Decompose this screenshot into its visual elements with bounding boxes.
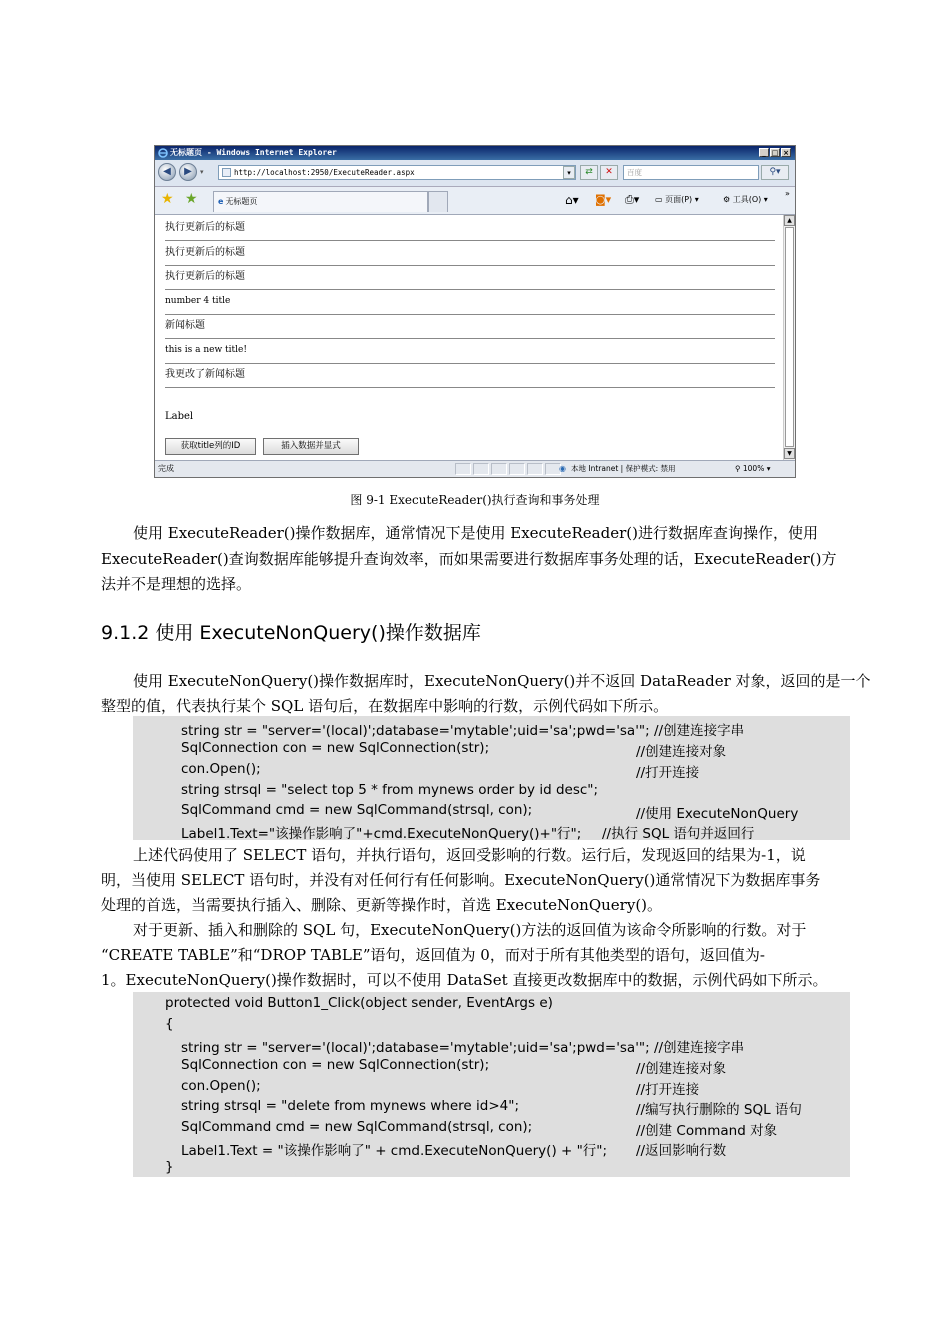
code-line: con.Open(); [181,761,261,777]
scroll-thumb[interactable] [785,227,794,447]
tools-menu[interactable]: ⚙ 工具(O) ▾ [723,195,768,204]
paragraph-line: “CREATE TABLE”和“DROP TABLE”语句，返回值为 0，而对于所有其他类型的语句，返回值为- [101,946,765,964]
page-icon [222,168,231,177]
code-comment: //打开连接 [636,765,700,781]
tab-label: 无标题页 [225,197,258,206]
code-comment: //返回影响行数 [636,1143,727,1159]
address-text: http://localhost:2950/ExecuteReader.aspx [234,168,415,177]
code-line: SqlCommand cmd = new SqlCommand(strsql, con); [181,1119,533,1135]
intranet-zone-icon: ◉ [559,464,566,473]
status-text: 完成 [158,464,174,473]
tools-menu-label: 工具(O) [732,195,762,204]
stop-button[interactable]: ✕ [600,165,618,180]
code-line: Label1.Text="该操作影响了"+cmd.ExecuteNonQuery()+"行"; [181,826,582,842]
status-cell [509,463,525,475]
get-title-id-button[interactable]: 获取title列的ID [165,438,256,455]
list-item: 执行更新后的标题 [165,240,775,266]
code-line: } [165,1159,174,1175]
status-cell [491,463,507,475]
code-comment: //编写执行删除的 SQL 语句 [636,1102,802,1118]
zoom-level[interactable]: ⚲ 100% ▾ [735,464,771,473]
tab-current[interactable] [213,191,428,212]
code-line: SqlConnection con = new SqlConnection(str); [181,740,490,756]
label1: Label [165,411,194,422]
address-bar[interactable] [218,165,576,180]
paragraph-line: 处理的首选，当需要执行插入、删除、更新等操作时，首选 ExecuteNonQuery()。 [101,896,663,914]
section-heading: 9.1.2 使用 ExecuteNonQuery()操作数据库 [101,622,481,644]
scroll-down-icon[interactable]: ▼ [784,448,795,459]
paragraph-line: 法并不是理想的选择。 [101,575,252,593]
paragraph-line: 明，当使用 SELECT 语句时，并没有对任何行有任何影响。ExecuteNonQuery()通常情况下为数据库事务 [101,871,821,889]
code-comment: //使用 ExecuteNonQuery [636,806,799,822]
minimize-button[interactable]: _ [759,148,769,157]
favorites-star-icon[interactable]: ★ [161,191,174,207]
paragraph-line: 上述代码使用了 SELECT 语句，并执行语句，返回受影响的行数。运行后，发现返回的结果为-1，说 [133,846,806,864]
maximize-button[interactable]: □ [771,149,779,157]
paragraph-line: 整型的值，代表执行某个 SQL 语句后，在数据库中影响的行数，示例代码如下所示。 [101,697,669,715]
navigation-bar [155,160,795,187]
search-icon[interactable]: ⚲▾ [761,165,789,180]
status-cell [527,463,543,475]
figure-caption: 图 9-1 ExecuteReader()执行查询和事务处理 [350,493,600,507]
code-line: con.Open(); [181,1078,261,1094]
paragraph-line: 使用 ExecuteReader()操作数据库，通常情况下是使用 ExecuteReader()进行数据库查询操作，使用 [133,524,818,542]
insert-data-button[interactable]: 插入数据并显式 [263,438,359,455]
paragraph-line: ExecuteReader()查询数据库能够提升查询效率，而如果需要进行数据库事务处理的话，ExecuteReader()方 [101,550,837,568]
title-bar [155,146,795,160]
feeds-icon[interactable]: ◙▾ [595,193,612,206]
address-dropdown-icon[interactable]: ▾ [563,166,575,179]
list-item: 执行更新后的标题 [165,215,775,241]
browser-screenshot [154,145,796,478]
paragraph-line: 对于更新、插入和删除的 SQL 句，ExecuteNonQuery()方法的返回值为该命令所影响的行数。对于 [133,921,807,939]
add-favorite-icon[interactable]: ★ [185,191,198,207]
zoom-value: 100% [742,464,765,473]
list-item: this is a new title! [165,338,775,364]
code-line: { [165,1016,174,1032]
list-item: 执行更新后的标题 [165,264,775,290]
code-line: SqlConnection con = new SqlConnection(str); [181,1057,490,1073]
ie-tab-icon: e [218,197,224,206]
back-button[interactable]: ◀ [158,163,176,181]
ie-logo-icon [158,148,168,158]
page-content [155,215,783,460]
favorites-bar [155,187,795,215]
code-line: string str = "server='(local)';database='mytable';uid='sa';pwd='sa'"; //创建连接字串 [181,723,745,739]
code-line: string strsql = "select top 5 * from mynews order by id desc"; [181,782,599,798]
scroll-up-icon[interactable]: ▲ [784,215,795,226]
paragraph-line: 1。ExecuteNonQuery()操作数据时，可以不使用 DataSet 直接更改数据库中的数据，示例代码如下所示。 [101,971,828,989]
forward-button[interactable]: ▶ [179,163,197,181]
close-window-button[interactable]: × [781,148,791,157]
window-title: 无标题页 - Windows Internet Explorer [170,148,337,157]
search-input[interactable]: 百度 [623,165,759,180]
page-menu-label: 页面(P) [665,195,693,204]
status-bar [155,460,795,478]
code-line: protected void Button1_Click(object sender, EventArgs e) [165,995,553,1011]
list-item: 新闻标题 [165,313,775,339]
paragraph-line: 使用 ExecuteNonQuery()操作数据库时，ExecuteNonQuery()并不返回 DataReader 对象，返回的是一个 [133,672,871,690]
chevron-more-icon[interactable]: » [785,189,790,198]
status-cell [455,463,471,475]
code-line: Label1.Text = "该操作影响了" + cmd.ExecuteNonQuery() + "行"; [181,1143,608,1159]
code-comment: //打开连接 [636,1082,700,1098]
code-line: SqlCommand cmd = new SqlCommand(strsql, con); [181,802,533,818]
code-comment: //创建 Command 对象 [636,1123,778,1139]
code-comment: //创建连接对象 [636,1061,727,1077]
list-item: 我更改了新闻标题 [165,362,775,388]
code-block-2 [133,992,850,1177]
home-icon[interactable]: ⌂▾ [565,193,579,207]
list-item: number 4 title [165,289,775,315]
vertical-scrollbar[interactable] [783,215,795,460]
refresh-button[interactable]: ⇄ [580,165,598,180]
security-zone: 本地 Intranet | 保护模式: 禁用 [571,464,676,473]
code-comment: //执行 SQL 语句并返回行 [602,826,755,842]
code-block-1 [133,716,850,840]
status-cell [473,463,489,475]
page-menu[interactable]: ▭ 页面(P) ▾ [655,195,699,204]
code-line: string str = "server='(local)';database='mytable';uid='sa';pwd='sa'"; //创建连接字串 [181,1040,745,1056]
code-comment: //创建连接对象 [636,744,727,760]
print-icon[interactable]: ⎙▾ [625,193,640,206]
history-dropdown-icon[interactable]: ▾ [200,168,204,176]
new-tab-button[interactable] [428,191,448,212]
code-line: string strsql = "delete from mynews where id>4"; [181,1098,520,1114]
